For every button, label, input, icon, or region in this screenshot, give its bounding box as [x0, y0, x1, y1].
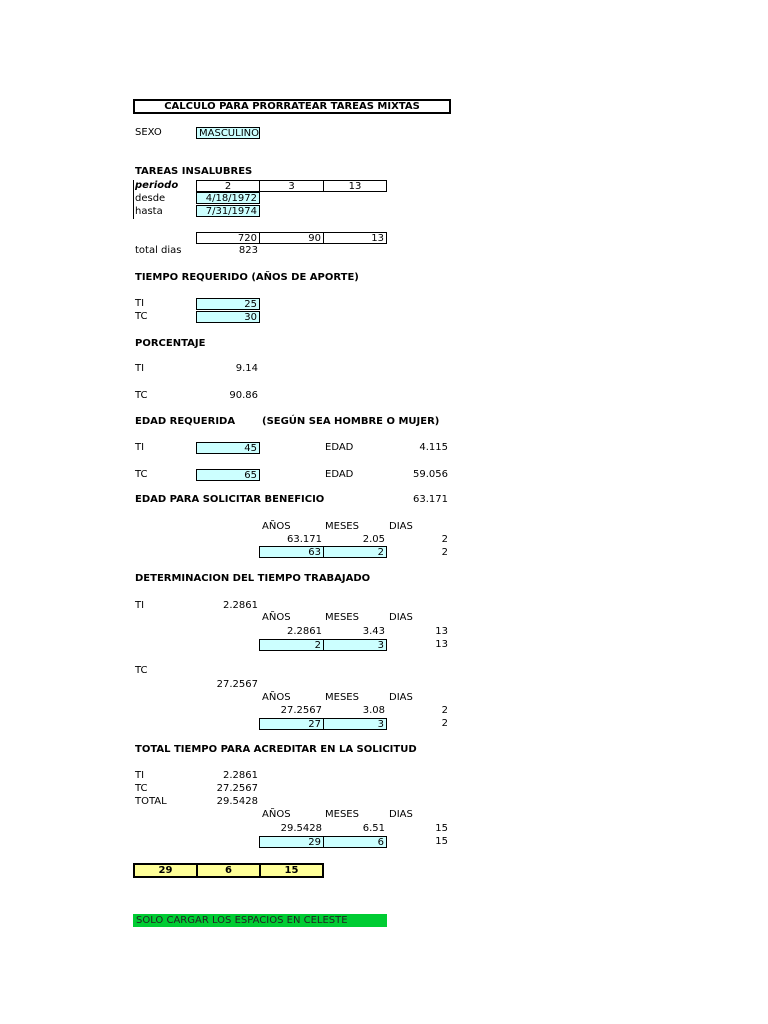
det-tc-col-dias: DIAS — [389, 692, 413, 703]
edad-row1-meses: 2.05 — [362, 534, 385, 545]
sexo-label: SEXO — [135, 127, 162, 138]
periodo-cell-1: 2 — [196, 180, 260, 192]
edad-solicitar-heading: EDAD PARA SOLICITAR BENEFICIO — [135, 494, 325, 505]
sheet-title: CALCULO PARA PRORRATEAR TAREAS MIXTAS — [133, 99, 451, 114]
det-tc-value: 27.2567 — [216, 679, 258, 690]
det-tc-row1-meses: 3.08 — [362, 705, 385, 716]
total-tiempo-heading: TOTAL TIEMPO PARA ACREDITAR EN LA SOLICITUD — [135, 744, 417, 755]
total-row1-anos: 29.5428 — [280, 823, 322, 834]
edad-ti-edad-value: 4.115 — [419, 442, 448, 453]
total-tc-value: 27.2567 — [216, 783, 258, 794]
edad-tc-edad-label: EDAD — [325, 469, 354, 480]
det-ti-row1-dias: 13 — [435, 626, 448, 637]
total-total-label: TOTAL — [135, 796, 167, 807]
edad-requerida-subheading: (SEGÚN SEA HOMBRE O MUJER) — [262, 416, 440, 427]
porcentaje-tc-value: 90.86 — [229, 390, 258, 401]
tiempo-requerido-heading: TIEMPO REQUERIDO (AÑOS DE APORTE) — [135, 272, 359, 283]
edad-row1-dias: 2 — [441, 534, 448, 545]
total-total-value: 29.5428 — [216, 796, 258, 807]
det-tc-label: TC — [135, 665, 148, 676]
det-tc-row2-meses: 3 — [323, 718, 387, 730]
total-row2-dias: 15 — [435, 836, 448, 847]
total-row2-anos: 29 — [259, 836, 324, 848]
desde-label: desde — [135, 193, 166, 204]
det-ti-col-dias: DIAS — [389, 612, 413, 623]
total-dias-value: 823 — [238, 245, 258, 256]
periodo-cell-2: 3 — [259, 180, 324, 192]
det-ti-row1-anos: 2.2861 — [287, 626, 322, 637]
instruction-note: SOLO CARGAR LOS ESPACIOS EN CELESTE — [133, 914, 387, 927]
det-ti-label: TI — [135, 600, 145, 611]
porcentaje-tc-label: TC — [135, 390, 148, 401]
dias-cell-2: 90 — [259, 232, 324, 244]
total-col-meses: MESES — [325, 809, 359, 820]
det-ti-value: 2.2861 — [223, 600, 258, 611]
total-row2-meses: 6 — [323, 836, 387, 848]
det-ti-row2-dias: 13 — [435, 639, 448, 650]
tareas-heading: TAREAS INSALUBRES — [135, 166, 253, 177]
total-col-dias: DIAS — [389, 809, 413, 820]
dias-cell-3: 13 — [323, 232, 387, 244]
det-ti-col-meses: MESES — [325, 612, 359, 623]
edad-tc-input[interactable]: 65 — [196, 469, 260, 481]
result-dias: 15 — [259, 863, 324, 878]
total-ti-value: 2.2861 — [223, 770, 258, 781]
edad-row2-dias: 2 — [441, 547, 448, 558]
tiempo-ti-input[interactable]: 25 — [196, 298, 260, 310]
total-dias-label: total dias — [135, 245, 182, 256]
det-ti-row2-meses: 3 — [323, 639, 387, 651]
hasta-label: hasta — [135, 206, 163, 217]
result-anos: 29 — [133, 863, 198, 878]
periodo-label: periodo — [135, 180, 179, 191]
det-tc-row2-dias: 2 — [441, 718, 448, 729]
edad-solicitar-value: 63.171 — [413, 494, 448, 505]
det-tc-row1-anos: 27.2567 — [280, 705, 322, 716]
edad-ti-label: TI — [135, 442, 145, 453]
porcentaje-heading: PORCENTAJE — [135, 338, 206, 349]
desde-input[interactable]: 4/18/1972 — [196, 192, 260, 204]
tiempo-ti-label: TI — [135, 298, 145, 309]
result-meses: 6 — [196, 863, 261, 878]
edad-row2-anos: 63 — [259, 546, 324, 558]
det-ti-col-anos: AÑOS — [262, 612, 291, 623]
tareas-left-border — [133, 180, 134, 219]
total-row1-dias: 15 — [435, 823, 448, 834]
porcentaje-ti-value: 9.14 — [235, 363, 258, 374]
determinacion-heading: DETERMINACION DEL TIEMPO TRABAJADO — [135, 573, 371, 584]
det-tc-row1-dias: 2 — [441, 705, 448, 716]
tiempo-tc-input[interactable]: 30 — [196, 311, 260, 323]
det-ti-row1-meses: 3.43 — [362, 626, 385, 637]
edad-col-dias: DIAS — [389, 521, 413, 532]
edad-tc-edad-value: 59.056 — [413, 469, 448, 480]
hasta-input[interactable]: 7/31/1974 — [196, 205, 260, 217]
periodo-cell-3: 13 — [323, 180, 387, 192]
edad-tc-label: TC — [135, 469, 148, 480]
edad-requerida-heading: EDAD REQUERIDA — [135, 416, 236, 427]
det-tc-col-anos: AÑOS — [262, 692, 291, 703]
sexo-input[interactable]: MASCULINO — [196, 127, 260, 139]
total-ti-label: TI — [135, 770, 145, 781]
det-tc-row2-anos: 27 — [259, 718, 324, 730]
total-tc-label: TC — [135, 783, 148, 794]
edad-col-meses: MESES — [325, 521, 359, 532]
total-col-anos: AÑOS — [262, 809, 291, 820]
edad-row1-anos: 63.171 — [287, 534, 322, 545]
total-row1-meses: 6.51 — [362, 823, 385, 834]
edad-col-anos: AÑOS — [262, 521, 291, 532]
edad-ti-input[interactable]: 45 — [196, 442, 260, 454]
tiempo-tc-label: TC — [135, 311, 148, 322]
edad-ti-edad-label: EDAD — [325, 442, 354, 453]
dias-cell-1: 720 — [196, 232, 260, 244]
edad-row2-meses: 2 — [323, 546, 387, 558]
det-ti-row2-anos: 2 — [259, 639, 324, 651]
det-tc-col-meses: MESES — [325, 692, 359, 703]
porcentaje-ti-label: TI — [135, 363, 145, 374]
